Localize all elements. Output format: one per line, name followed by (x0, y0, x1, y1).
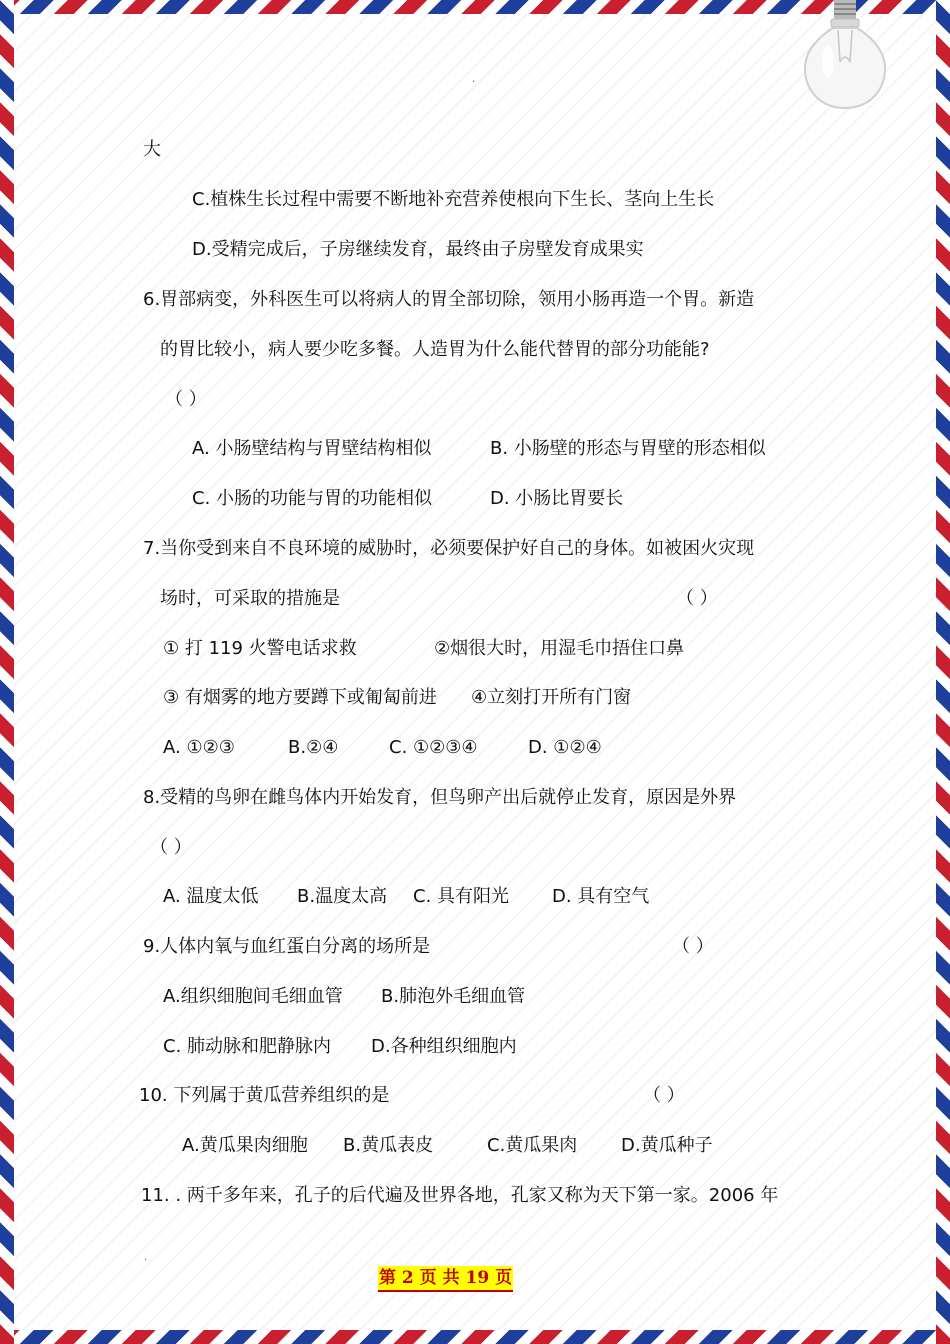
header-dot: . (472, 74, 476, 85)
answer-blank: （ ） (150, 837, 192, 858)
option-a: A. 小肠壁结构与胃壁结构相似 (192, 438, 432, 459)
light-bulb-icon (800, 0, 890, 115)
answer-blank: （ ） (672, 936, 714, 957)
question-6: 6.胃部病变，外科医生可以将病人的胃全部切除，领用小肠再造一个胃。新造 (143, 289, 755, 310)
option-a: A. ①②③ (163, 737, 235, 758)
option-b: B.肺泡外毛细血管 (381, 986, 526, 1007)
option-d: D. 小肠比胃要长 (490, 488, 624, 509)
option-c: C. ①②③④ (389, 737, 478, 758)
airmail-border-right (936, 0, 950, 1344)
option-c: C.植株生长过程中需要不断地补充营养使根向下生长、茎向上生长 (192, 189, 715, 210)
option-b: B. 小肠壁的形态与胃壁的形态相似 (490, 438, 766, 459)
option-a: A.黄瓜果肉细胞 (182, 1135, 308, 1156)
option-c: C. 具有阳光 (413, 886, 510, 907)
measure-3: ③ 有烟雾的地方要蹲下或匍匐前进 (163, 687, 437, 708)
airmail-border-left (0, 0, 14, 1344)
option-d: D. ①②④ (528, 737, 602, 758)
option-b: B.②④ (288, 737, 339, 758)
option-a: A.组织细胞间毛细血管 (163, 986, 343, 1007)
question-11: 11. . 两千多年来，孔子的后代遍及世界各地，孔家又称为天下第一家。2006 年 (141, 1185, 779, 1206)
page-number: 第 2 页 共 19 页 (378, 1266, 513, 1292)
option-c: C. 小肠的功能与胃的功能相似 (192, 488, 433, 509)
text-line: 大 (143, 139, 161, 160)
answer-blank: （ ） (165, 389, 207, 410)
footer-dot: . (144, 1252, 148, 1263)
option-c: C.黄瓜果肉 (487, 1135, 578, 1156)
answer-blank: （ ） (676, 588, 718, 609)
question-8: 8.受精的鸟卵在雌鸟体内开始发育，但鸟卵产出后就停止发育，原因是外界 (143, 787, 737, 808)
measure-2: ②烟很大时，用湿毛巾捂住口鼻 (434, 638, 685, 659)
question-6-cont: 的胃比较小，病人要少吃多餐。人造胃为什么能代替胃的部分功能能? (160, 339, 710, 360)
measure-1: ① 打 119 火警电话求救 (163, 638, 357, 659)
option-b: B.黄瓜表皮 (343, 1135, 434, 1156)
option-b: B.温度太高 (297, 886, 388, 907)
option-d: D.各种组织细胞内 (371, 1036, 517, 1057)
option-c: C. 肺动脉和肥静脉内 (163, 1036, 332, 1057)
question-9: 9.人体内氧与血红蛋白分离的场所是 (143, 936, 431, 957)
answer-blank: （ ） (643, 1085, 685, 1106)
option-a: A. 温度太低 (163, 886, 259, 907)
question-10: 10. 下列属于黄瓜营养组织的是 (139, 1085, 390, 1106)
airmail-border-bottom (0, 1330, 950, 1344)
measure-4: ④立刻打开所有门窗 (471, 687, 632, 708)
option-d: D.受精完成后，子房继续发育，最终由子房壁发育成果实 (192, 239, 644, 260)
option-d: D. 具有空气 (552, 886, 650, 907)
option-d: D.黄瓜种子 (621, 1135, 713, 1156)
question-7: 7.当你受到来自不良环境的威胁时，必须要保护好自己的身体。如被困火灾现 (143, 538, 755, 559)
question-7-cont: 场时，可采取的措施是 (160, 588, 340, 609)
